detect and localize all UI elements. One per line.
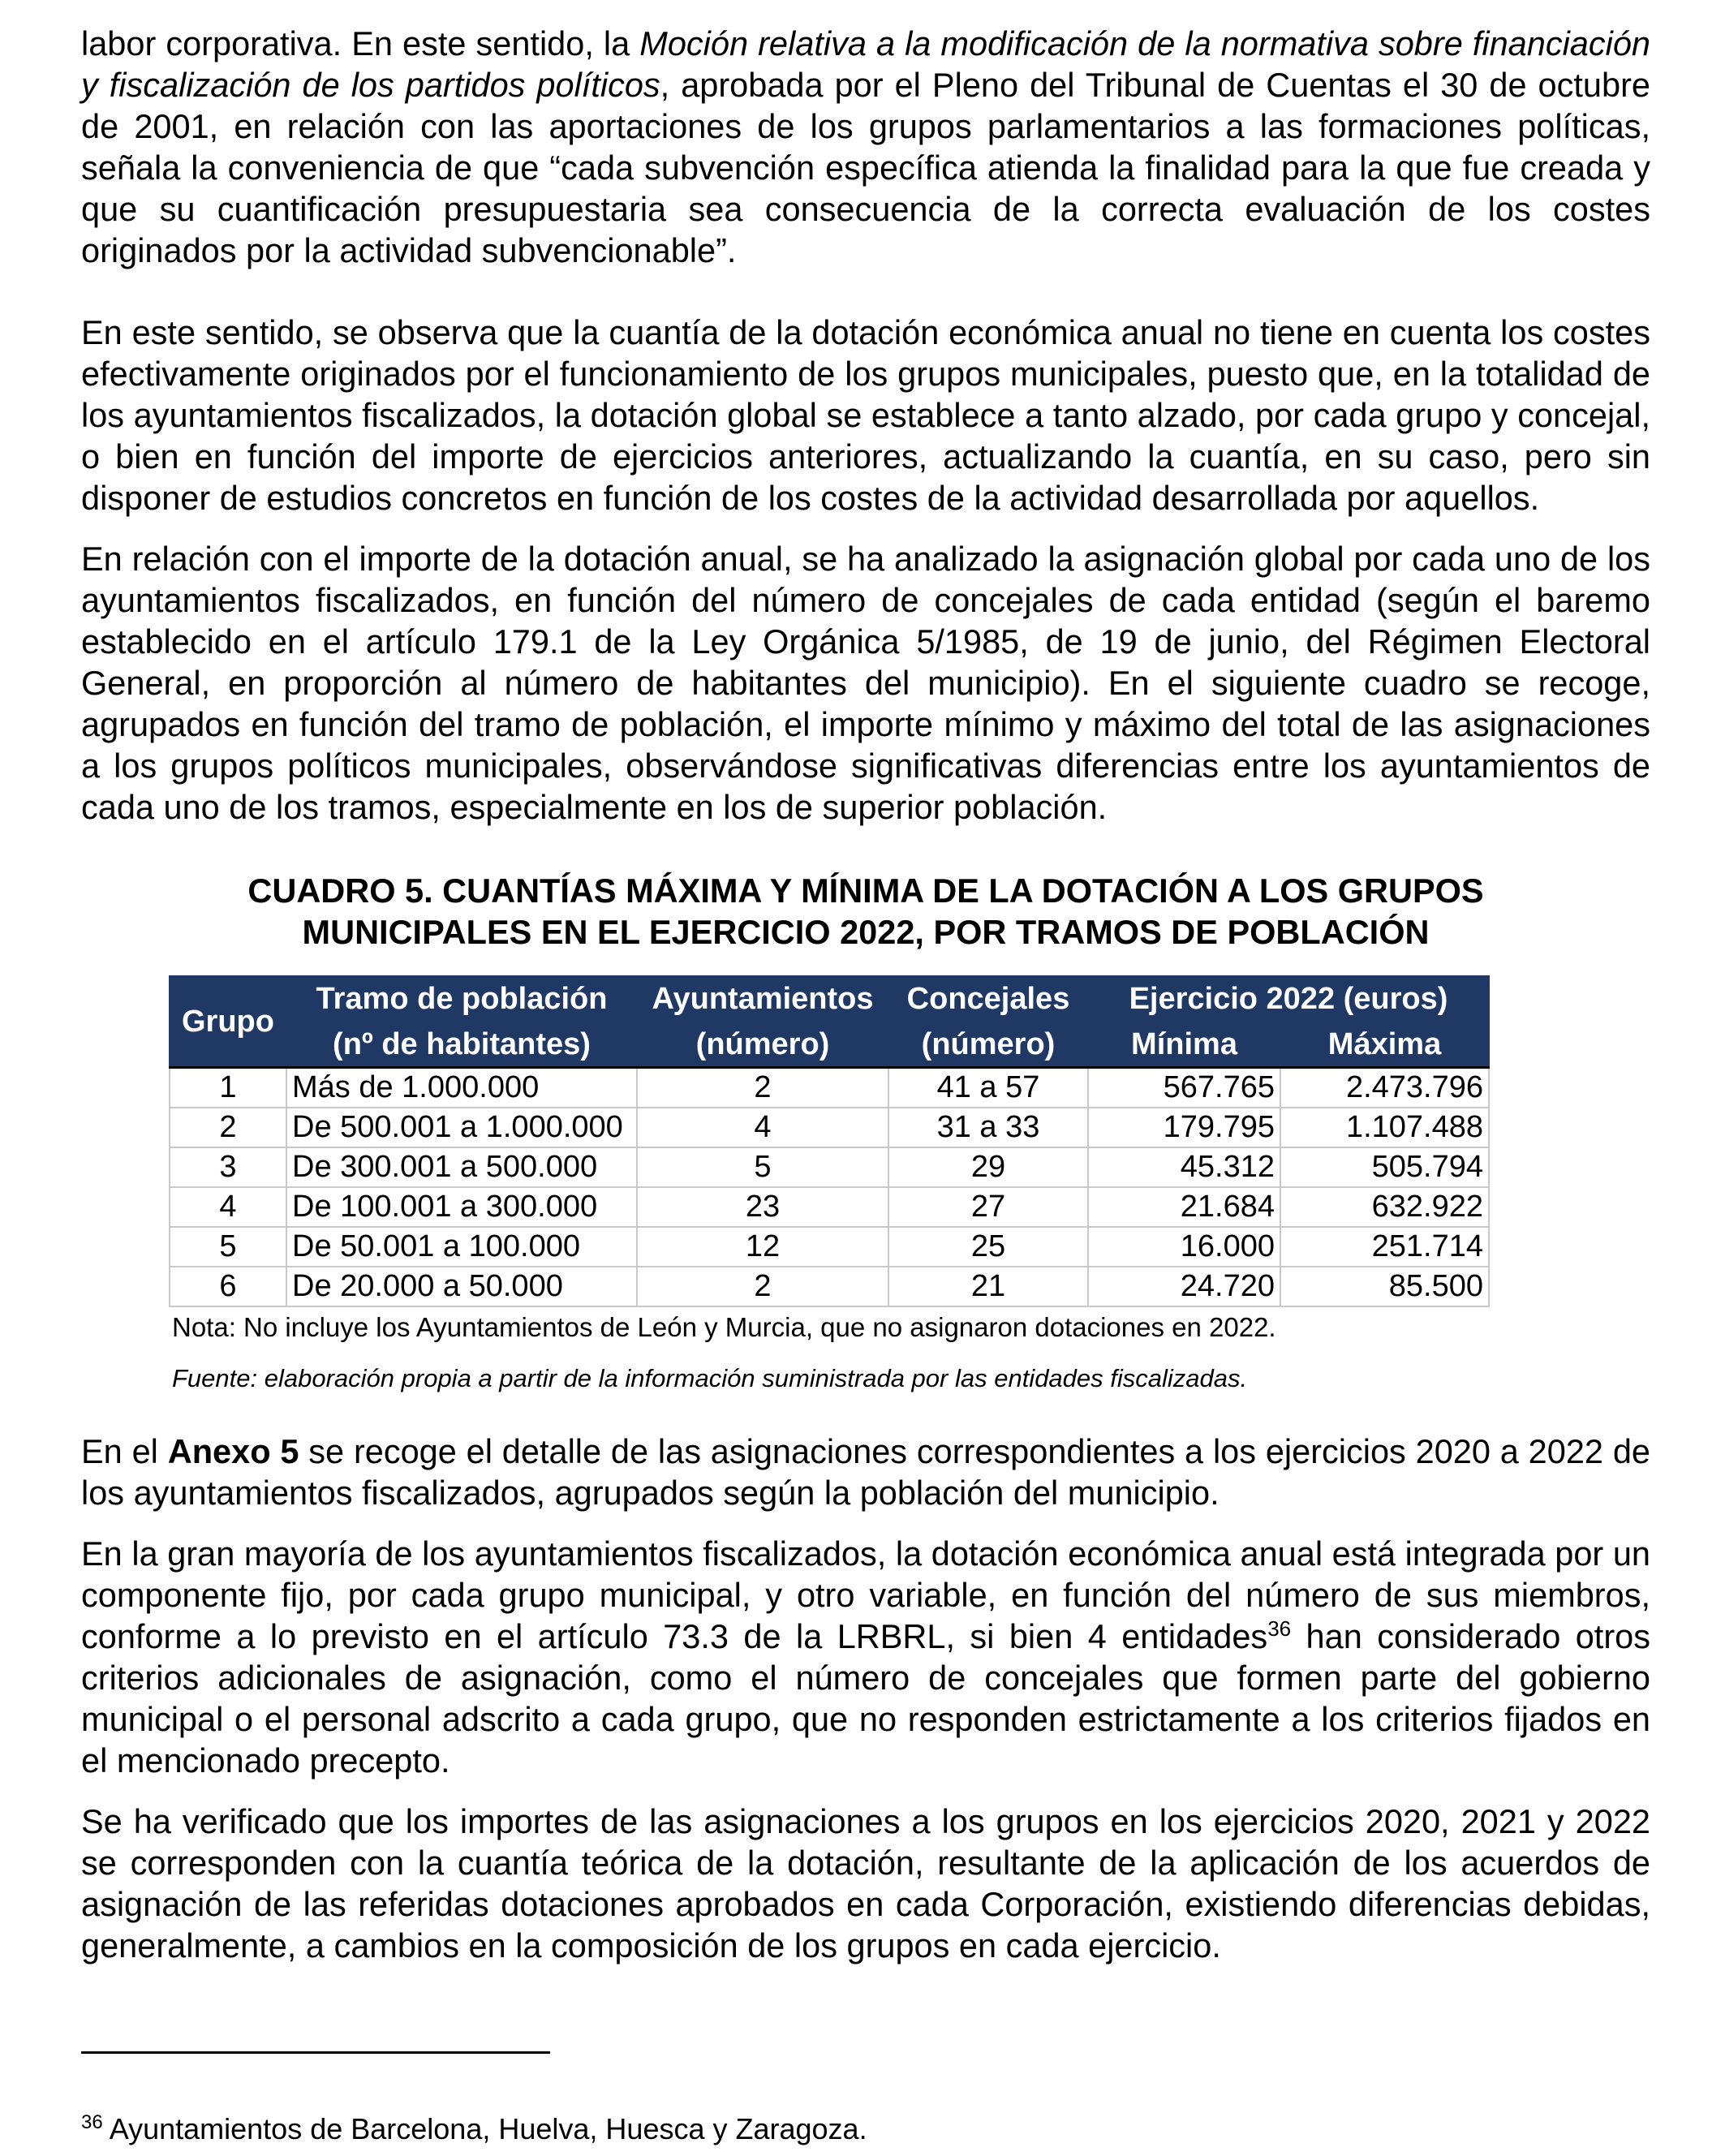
table-row xyxy=(170,1267,1489,1306)
cell-grupo: 2 xyxy=(170,1108,286,1147)
paragraph-anexo-part1: En el xyxy=(81,1432,168,1470)
paragraph-verificacion: Se ha verificado que los importes de las asignaciones a los grupos en los ejercicios 2020, 2021 y 2022 se corresponden con la cuantía teórica de la dotación, resultante de la aplicación de los acuerdos de asignación de las referidas dotaciones aprobados en cada Corporación, existiendo diferencias debidas, generalmente, a cambios en la composición de los grupos en cada ejercicio. xyxy=(81,1802,1650,1964)
cell-minima: 24.720 xyxy=(1088,1267,1280,1306)
cell-concejales: 41 a 57 xyxy=(888,1068,1088,1108)
cell-concejales: 21 xyxy=(888,1267,1088,1306)
cell-maxima: 2.473.796 xyxy=(1280,1068,1489,1108)
cell-minima: 45.312 xyxy=(1088,1147,1280,1187)
table-row xyxy=(170,1227,1489,1267)
cell-ayuntamientos: 4 xyxy=(637,1108,888,1147)
header-minima: Mínima xyxy=(1088,1022,1280,1068)
table-row xyxy=(170,1187,1489,1227)
cell-tramo: De 300.001 a 500.000 xyxy=(286,1147,637,1187)
cuadro-fuente: Fuente: elaboración propia a partir de la información suministrada por las entidades fiscalizadas. xyxy=(172,1364,1248,1392)
cell-minima: 16.000 xyxy=(1088,1227,1280,1267)
cell-tramo: De 500.001 a 1.000.000 xyxy=(286,1108,637,1147)
paragraph-mocion-part1: labor corporativa. En este sentido, la xyxy=(81,24,640,62)
paragraph-componentes-part2: han considerado otros criterios adicionales de asignación, como el número de concejales que formen parte del gobierno municipal o el personal adscrito a cada grupo, que no responden estrictamente a los criterios fijados en el mencionado precepto. xyxy=(81,1617,1650,1779)
header-grupo: Grupo xyxy=(170,976,286,1068)
header-ayuntamientos-line1: Ayuntamientos xyxy=(637,976,888,1022)
cell-tramo: De 50.001 a 100.000 xyxy=(286,1227,637,1267)
paragraph-componentes xyxy=(81,1533,1650,1781)
cell-maxima: 505.794 xyxy=(1280,1147,1489,1187)
cell-minima: 567.765 xyxy=(1088,1068,1280,1108)
cell-maxima: 1.107.488 xyxy=(1280,1108,1489,1147)
cell-minima: 21.684 xyxy=(1088,1187,1280,1227)
cell-grupo: 5 xyxy=(170,1227,286,1267)
mocion-title-italic: Moción relativa a la modificación de la normativa sobre financiación y fiscalización de los partidos políticos xyxy=(81,24,1651,104)
paragraph-mocion-part2: , aprobada por el Pleno del Tribunal de Cuentas el 30 de octubre de 2001, en relación con las aportaciones de los grupos parlamentarios a las formaciones políticas, señala la conveniencia de que “cada subvención específica atienda la finalidad para la que fue creada y que su cuantificación presupuestaria sea consecuencia de la correcta evaluación de los costes originados por la actividad subvencionable”. xyxy=(81,66,1650,269)
cell-grupo: 6 xyxy=(170,1267,286,1306)
header-tramo-line2: (nº de habitantes) xyxy=(286,1022,637,1068)
cell-grupo: 3 xyxy=(170,1147,286,1187)
paragraph-importe-dotacion: En relación con el importe de la dotación anual, se ha analizado la asignación global por cada uno de los ayuntamientos fiscalizados, en función del número de concejales de cada entidad (según el baremo establecido en el artículo 179.1 de la Ley Orgánica 5/1985, de 19 de junio, del Régimen Electoral General, en proporción al número de habitantes del municipio). En el siguiente cuadro se recoge, agrupados en función del tramo de población, el importe mínimo y máximo del total de las asignaciones a los grupos políticos municipales, observándose significativas diferencias entre los ayuntamientos de cada uno de los tramos, especialmente en los de superior población. xyxy=(81,540,1650,826)
cell-grupo: 1 xyxy=(170,1068,286,1108)
footnote xyxy=(81,2111,867,2147)
table-row xyxy=(170,1108,1489,1147)
header-maxima: Máxima xyxy=(1280,1022,1489,1068)
cell-concejales: 29 xyxy=(888,1147,1088,1187)
header-concejales-line2: (número) xyxy=(888,1022,1088,1068)
table-row xyxy=(170,1068,1489,1108)
header-tramo-line1: Tramo de población xyxy=(286,976,637,1022)
cell-minima: 179.795 xyxy=(1088,1108,1280,1147)
header-concejales-line1: Concejales xyxy=(888,976,1088,1022)
document-page xyxy=(81,23,1650,1966)
cuadro-title-line2: MUNICIPALES EN EL EJERCICIO 2022, POR TRAMOS DE POBLACIÓN xyxy=(302,913,1430,951)
cell-maxima: 632.922 xyxy=(1280,1187,1489,1227)
cell-ayuntamientos: 23 xyxy=(637,1187,888,1227)
paragraph-costes: En este sentido, se observa que la cuantía de la dotación económica anual no tiene en cuenta los costes efectivamente originados por el funcionamiento de los grupos municipales, puesto que, en la totalidad de los ayuntamientos fiscalizados, la dotación global se establece a tanto alzado, por cada grupo y concejal, o bien en función del importe de ejercicios anteriores, actualizando la cuantía, en su caso, pero sin disponer de estudios concretos en función de los costes de la actividad desarrollada por aquellos. xyxy=(81,313,1650,517)
cell-tramo: De 20.000 a 50.000 xyxy=(286,1267,637,1306)
cell-ayuntamientos: 2 xyxy=(637,1267,888,1306)
cell-maxima: 85.500 xyxy=(1280,1267,1489,1306)
header-ejercicio: Ejercicio 2022 (euros) xyxy=(1088,976,1489,1022)
cell-grupo: 4 xyxy=(170,1187,286,1227)
footnote-number: 36 xyxy=(81,2111,103,2133)
cuadro-table xyxy=(169,975,1490,1307)
cell-maxima: 251.714 xyxy=(1280,1227,1489,1267)
cell-ayuntamientos: 12 xyxy=(637,1227,888,1267)
cell-concejales: 25 xyxy=(888,1227,1088,1267)
footnote-reference[interactable]: 36 xyxy=(1267,1616,1292,1642)
table-row xyxy=(170,1147,1489,1187)
cell-concejales: 31 a 33 xyxy=(888,1108,1088,1147)
anexo-link-text: Anexo 5 xyxy=(167,1432,299,1470)
footnote-text: Ayuntamientos de Barcelona, Huelva, Huesca y Zaragoza. xyxy=(102,2112,867,2145)
cuadro-title-line1: CUADRO 5. CUANTÍAS MÁXIMA Y MÍNIMA DE LA DOTACIÓN A LOS GRUPOS xyxy=(247,871,1484,910)
header-ayuntamientos-line2: (número) xyxy=(637,1022,888,1068)
footnote-separator xyxy=(81,2051,550,2054)
paragraph-mocion xyxy=(81,23,1650,271)
cuadro-nota: Nota: No incluye los Ayuntamientos de León y Murcia, que no asignaron dotaciones en 2022. xyxy=(172,1312,1276,1342)
cuadro-title xyxy=(81,870,1650,953)
paragraph-componentes-part1: En la gran mayoría de los ayuntamientos fiscalizados, la dotación económica anual está integrada por un componente fijo, por cada grupo municipal, y otro variable, en función del número de sus miembros, conforme a lo previsto en el artículo 73.3 de la LRBRL, si bien 4 entidades xyxy=(81,1534,1650,1655)
paragraph-anexo xyxy=(81,1431,1650,1513)
cell-ayuntamientos: 5 xyxy=(637,1147,888,1187)
cell-tramo: Más de 1.000.000 xyxy=(286,1068,637,1108)
cell-tramo: De 100.001 a 300.000 xyxy=(286,1187,637,1227)
cell-concejales: 27 xyxy=(888,1187,1088,1227)
paragraph-anexo-part2: se recoge el detalle de las asignaciones correspondientes a los ejercicios 2020 a 2022 de los ayuntamientos fiscalizados, agrupados según la población del municipio. xyxy=(81,1432,1650,1512)
cell-ayuntamientos: 2 xyxy=(637,1068,888,1108)
